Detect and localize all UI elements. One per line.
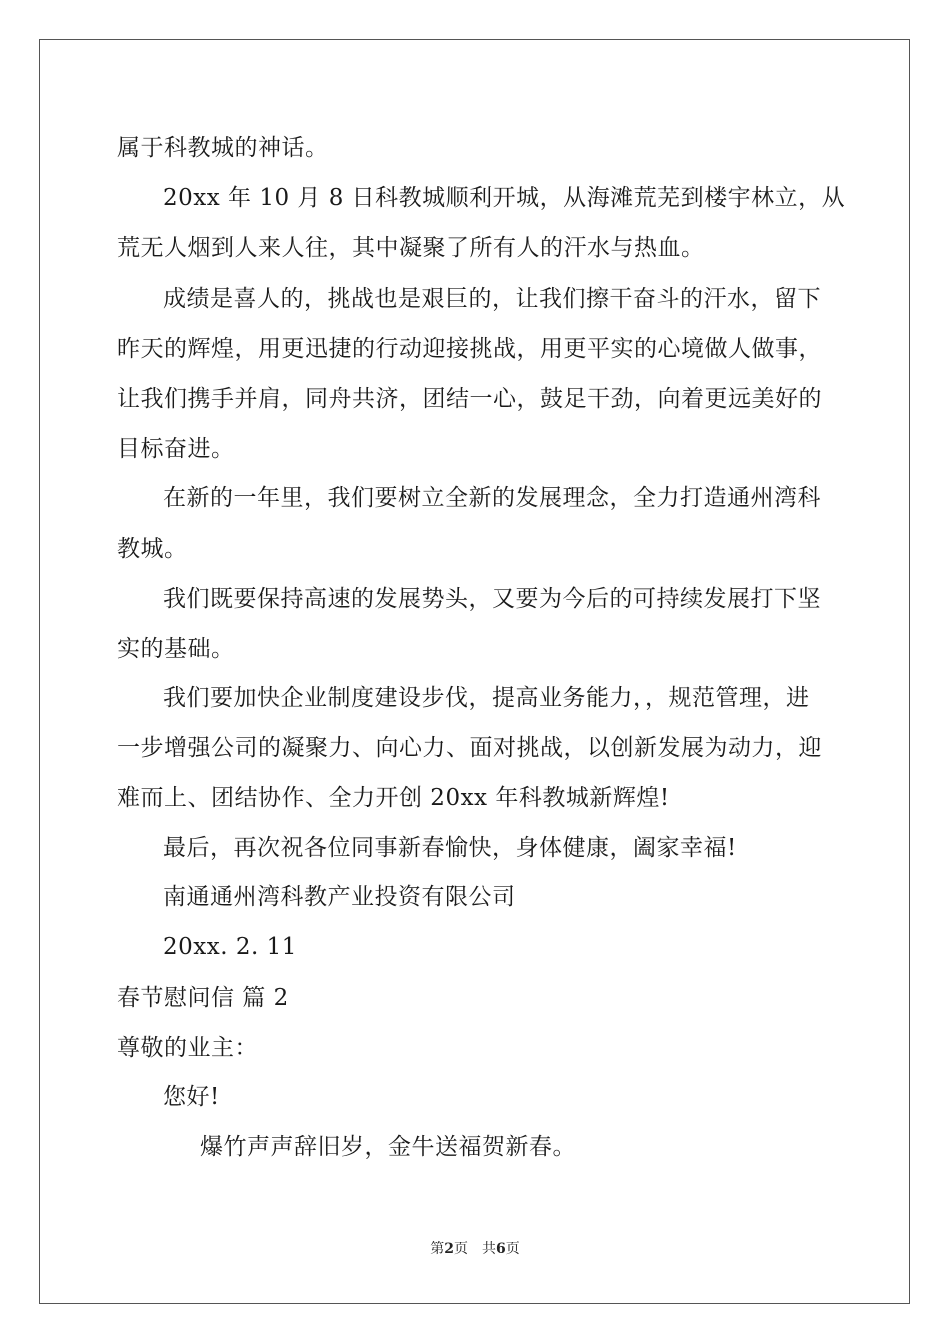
body-line-2: 20xx 年 10 月 8 日科教城顺利开城，从海滩荒芜到楼宇林立，从 — [163, 185, 846, 211]
page-border — [39, 39, 910, 1304]
body-line-4: 成绩是喜人的，挑战也是艰巨的，让我们擦干奋斗的汗水，留下 — [163, 286, 821, 312]
body-line-1: 属于科教城的神话。 — [117, 135, 329, 161]
body-line-11: 实的基础。 — [117, 636, 235, 662]
body-line-7: 目标奋进。 — [117, 436, 235, 462]
body-line-21: 爆竹声声辞旧岁，金牛送福贺新春。 — [200, 1134, 576, 1160]
footer-total-suffix: 页 — [505, 1241, 520, 1257]
footer-page-total: 6 — [496, 1241, 506, 1257]
body-line-15: 最后，再次祝各位同事新春愉快，身体健康，阖家幸福! — [163, 835, 737, 861]
body-line-13: 一步增强公司的凝聚力、向心力、面对挑战，以创新发展为动力，迎 — [117, 735, 822, 761]
footer-page-current: 2 — [444, 1241, 454, 1257]
footer-total-prefix: 共 — [482, 1241, 496, 1257]
letter-date: 20xx. 2. 11 — [163, 934, 297, 960]
body-line-12: 我们要加快企业制度建设步伐，提高业务能力，，规范管理，进 — [163, 685, 810, 711]
greeting: 您好! — [163, 1084, 220, 1110]
body-line-10: 我们既要保持高速的发展势头，又要为今后的可持续发展打下坚 — [163, 586, 821, 612]
body-line-14: 难而上、团结协作、全力开创 20xx 年科教城新辉煌! — [117, 785, 670, 811]
body-line-6: 让我们携手并肩，同舟共济，团结一心，鼓足干劲，向着更远美好的 — [117, 386, 822, 412]
footer-page-prefix: 第 — [430, 1241, 445, 1257]
company-name: 南通通州湾科教产业投资有限公司 — [163, 884, 516, 910]
salutation: 尊敬的业主： — [117, 1035, 258, 1061]
body-line-3: 荒无人烟到人来人往，其中凝聚了所有人的汗水与热血。 — [117, 235, 705, 261]
section-heading: 春节慰问信 篇 2 — [117, 985, 289, 1011]
body-line-5: 昨天的辉煌，用更迅捷的行动迎接挑战，用更平实的心境做人做事， — [117, 336, 822, 362]
body-line-8: 在新的一年里，我们要树立全新的发展理念，全力打造通州湾科 — [163, 485, 821, 511]
footer-page-mid: 页 — [454, 1241, 468, 1257]
page-footer — [0, 1240, 950, 1258]
body-line-9: 教城。 — [117, 536, 188, 562]
